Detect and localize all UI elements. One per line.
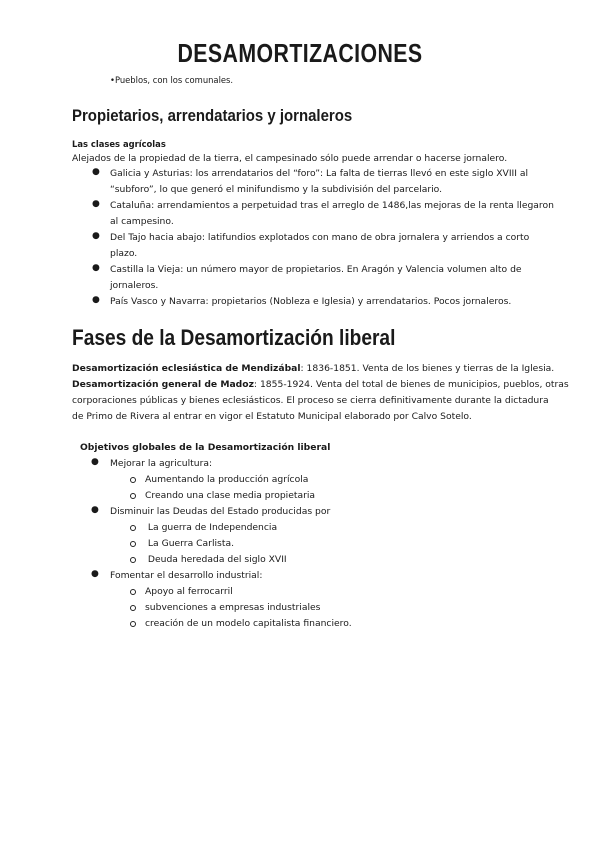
section-heading-fases: Fases de la Desamortización liberal	[72, 325, 396, 350]
circle-bullet-icon	[130, 541, 136, 547]
list-item: Del Tajo hacia abajo: latifundios explotados con mano de obra jornalera y arriendos a corto	[110, 232, 530, 243]
bullet-icon: ●	[92, 231, 100, 241]
mendizabal-text: : 1836-1851. Venta de los bienes y tierras de la Iglesia.	[300, 363, 555, 374]
list-item: Cataluña: arrendamientos a perpetuidad tras el arreglo de 1486,las mejoras de la renta llegaron	[110, 200, 554, 211]
circle-bullet-icon	[130, 589, 136, 595]
bullet-icon: ●	[92, 295, 100, 305]
list-item: Galicia y Asturias: los arrendatarios del “foro”: La falta de tierras llevó en este siglo XVIII al	[110, 168, 529, 179]
page-title: DESAMORTIZACIONES	[177, 38, 423, 68]
sub-item: La guerra de Independencia	[145, 522, 278, 533]
list-item-continuation: al campesino.	[110, 216, 174, 227]
sub-item: Apoyo al ferrocarril	[145, 586, 233, 597]
paragraph-mendizabal	[72, 361, 554, 377]
objetivos-title: Objetivos globales de la Desamortización liberal	[80, 442, 331, 453]
paragraph-madoz-line3: de Primo de Rivera al entrar en vigor el Estatuto Municipal elaborado por Calvo Sotelo.	[72, 411, 472, 422]
paragraph-madoz-line2: corporaciones públicas y bienes eclesiásticos. El proceso se cierra definitivamente durante la dictadura	[72, 395, 549, 406]
bullet-icon: ●	[92, 199, 100, 209]
circle-bullet-icon	[130, 477, 136, 483]
paragraph-madoz	[72, 377, 569, 393]
bullet-icon: ●	[92, 263, 100, 273]
objective-item: Disminuir las Deudas del Estado producidas por	[110, 506, 331, 517]
bullet-icon: ●	[92, 167, 100, 177]
sub-item: Deuda heredada del siglo XVII	[145, 554, 287, 565]
list-item-continuation: “subforo”, lo que generó el minifundismo y la subdivisión del parcelario.	[110, 184, 443, 195]
madoz-text: : 1855-1924. Venta del total de bienes de municipios, pueblos, otras	[253, 379, 569, 390]
pueblos-line: •Pueblos, con los comunales.	[110, 75, 234, 85]
sub-item: Creando una clase media propietaria	[145, 490, 316, 501]
objective-item: Mejorar la agricultura:	[110, 458, 213, 469]
circle-bullet-icon	[130, 621, 136, 627]
sub-item: subvenciones a empresas industriales	[145, 602, 321, 613]
bullet-icon: ●	[91, 457, 99, 467]
madoz-label: Desamortización general de Madoz	[72, 379, 254, 390]
list-item-continuation: plazo.	[110, 248, 138, 259]
circle-bullet-icon	[130, 557, 136, 563]
subheading-clases: Las clases agrícolas	[72, 139, 166, 149]
sub-item: La Guerra Carlista.	[145, 538, 234, 549]
circle-bullet-icon	[130, 525, 136, 531]
sub-item: Aumentando la producción agrícola	[145, 474, 309, 485]
mendizabal-label: Desamortización eclesiástica de Mendizábal	[72, 363, 301, 374]
section-heading-propietarios: Propietarios, arrendatarios y jornaleros	[72, 106, 353, 125]
intro-paragraph: Alejados de la propiedad de la tierra, el campesinado sólo puede arrendar o hacerse jornalero.	[72, 153, 508, 164]
bullet-icon: ●	[91, 505, 99, 515]
sub-item: creación de un modelo capitalista financiero.	[145, 618, 352, 629]
circle-bullet-icon	[130, 605, 136, 611]
list-item: Castilla la Vieja: un número mayor de propietarios. En Aragón y Valencia volumen alto de	[110, 264, 522, 275]
list-item-continuation: jornaleros.	[110, 280, 159, 291]
objective-item: Fomentar el desarrollo industrial:	[110, 570, 263, 581]
bullet-icon: ●	[91, 569, 99, 579]
circle-bullet-icon	[130, 493, 136, 499]
list-item: País Vasco y Navarra: propietarios (Nobleza e Iglesia) y arrendatarios. Pocos jornaleros.	[110, 296, 512, 307]
